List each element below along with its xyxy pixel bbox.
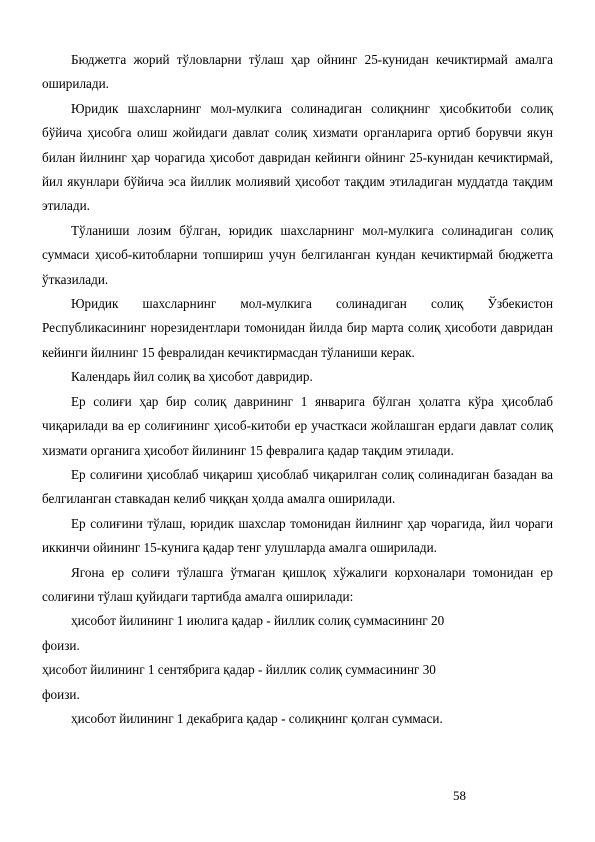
paragraph: Ер солиғини тўлаш, юридик шахслар томонидан йилнинг ҳар чорагида, йил чораги иккинчи ойининг 15-кунига қадар тенг улушларда амалга оширилади. bbox=[42, 515, 553, 556]
paragraph: Тўланиши лозим бўлган, юридик шахсларнинг мол-мулкига солинадиган солиқ суммаси ҳисоб-китобларни топшириш учун белгиланган кундан кечиктирмай бюджетга ўтказилади. bbox=[42, 222, 553, 287]
list-line: ҳисобот йилининг 1 декабрига қадар - солиқнинг қолган суммаси. bbox=[71, 710, 443, 726]
paragraph: Ер солиғини ҳисоблаб чиқариш ҳисоблаб чиқарилган солиқ солинадиган базадан ва белгиланган ставкадан келиб чиққан ҳолда амалга оширилади. bbox=[42, 466, 553, 507]
paragraph: Ягона ер солиғи тўлашга ўтмаган қишлоқ хўжалиги корхоналари томонидан ер солиғини тўлаш қуйидаги тартибда амалга оширилади: bbox=[42, 564, 553, 604]
paragraph: Юридик шахсларнинг мол-мулкига солинадиган солиқ Ўзбекистон Республикасининг норезидентлари томонидан йилда бир марта солиқ ҳисоботи давридан кейинги йилнинг 15 февралидан кечиктирмасдан тўланиши керак. bbox=[42, 296, 553, 360]
paragraph: Бюджетга жорий тўловларни тўлаш ҳар ойнинг 25-кунидан кечиктирмай амалга оширилади. bbox=[42, 52, 553, 92]
list-line: фоизи. bbox=[42, 637, 80, 653]
paragraph: Юридик шахсларнинг мол-мулкига солинадиган солиқнинг ҳисобкитоби солиқ бўйича ҳисобга олиш жойидаги давлат солиқ хизмати органларига ортиб борувчи якун билан йилнинг ҳар чорагида ҳисобот давридан кейинги ойнинг 25-кунидан кечиктирмай, йил якунлари бўйича эса йиллик молиявий ҳисобот тақдим этиладиган муддатда тақдим этилади. bbox=[42, 100, 553, 214]
list-line: ҳисобот йилининг 1 сентябрига қадар - йиллик солиқ суммасининг 30 bbox=[42, 662, 436, 678]
document-body bbox=[42, 48, 553, 731]
list-line: фоизи. bbox=[42, 686, 80, 702]
paragraph: Календарь йил солиқ ва ҳисобот давридир. bbox=[71, 369, 313, 385]
page-number: 58 bbox=[453, 788, 466, 803]
list-line: ҳисобот йилининг 1 июлига қадар - йиллик солиқ суммасининг 20 bbox=[71, 613, 445, 629]
paragraph: Ер солиғи ҳар бир солиқ даврининг 1 январига бўлган ҳолатга кўра ҳисоблаб чиқарилади ва ер солиғининг ҳисоб-китоби ер участкаси жойлашган ердаги давлат солиқ хизмати органига ҳисобот йилининг 15 февралига қадар тақдим этилади. bbox=[42, 393, 553, 458]
